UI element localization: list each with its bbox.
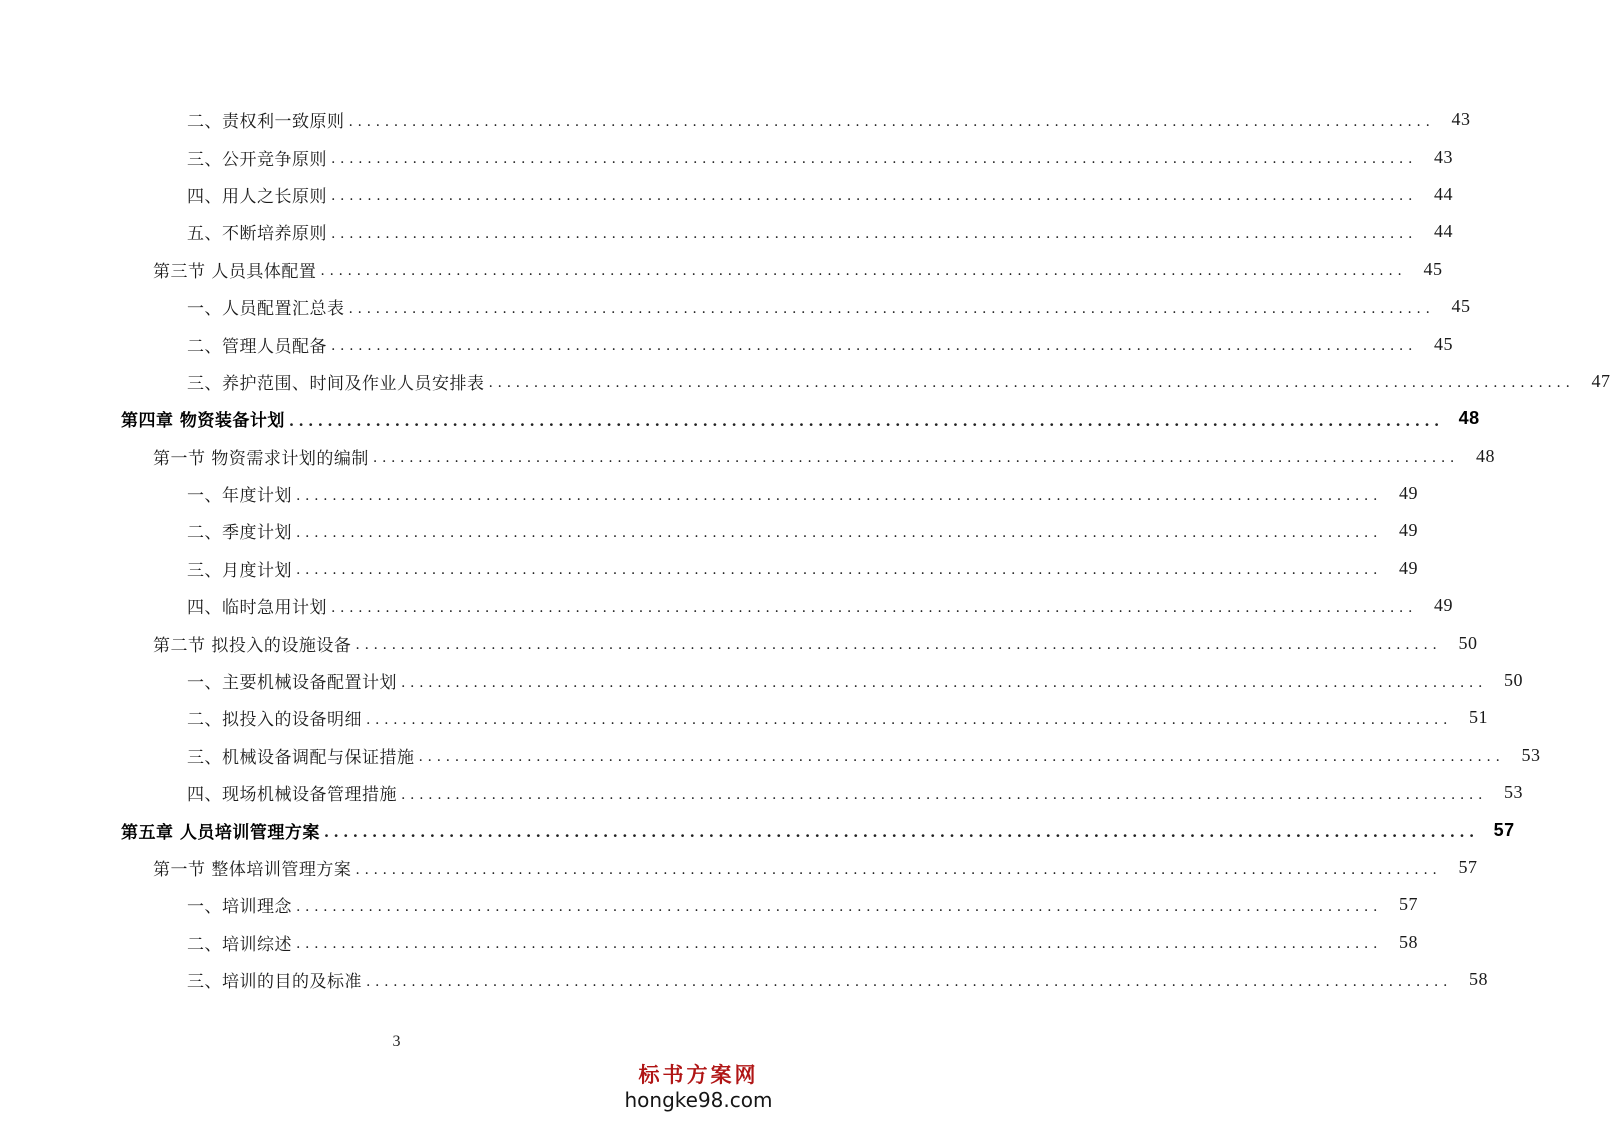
toc-dot-leader: ........................................................................................................................	[288, 411, 1444, 430]
toc-entry-page: 57	[1493, 819, 1515, 840]
toc-entry-page: 57	[1458, 857, 1478, 877]
toc-entry-label: 一、人员配置汇总表	[187, 299, 345, 320]
toc-entry-label: 三、培训的目的及标准	[187, 972, 362, 993]
toc-entry-label: 三、月度计划	[187, 560, 292, 581]
toc-entry-page: 50	[1504, 670, 1524, 691]
toc-entry-label: 第一节 物资需求计划的编制	[153, 448, 369, 469]
toc-dot-leader: ........................................................................................................................	[418, 749, 1505, 766]
toc-subsection-entry	[0, 325, 1454, 362]
site-watermark	[616, 1062, 781, 1112]
toc-dot-leader: ........................................................................................................................	[296, 524, 1383, 541]
toc-subsection-entry	[0, 737, 1541, 774]
toc-entry-label: 第三节 人员具体配置	[153, 261, 317, 282]
toc-entry-page: 57	[1399, 894, 1419, 915]
page-number: 3	[392, 1033, 401, 1050]
toc-subsection-entry	[0, 176, 1454, 213]
toc-dot-leader: ........................................................................................................................	[355, 637, 1442, 654]
watermark-url: hongke98.com	[624, 1088, 773, 1112]
toc-dot-leader: ........................................................................................................................	[401, 786, 1488, 803]
toc-entry-label: 四、临时急用计划	[187, 598, 327, 619]
toc-entry-page: 48	[1458, 408, 1480, 429]
toc-dot-leader: ........................................................................................................................	[348, 300, 1435, 317]
toc-entry-label: 二、责权利一致原则	[187, 112, 345, 133]
toc-entry-page: 45	[1423, 258, 1443, 279]
watermark-title: 标书方案网	[638, 1062, 759, 1087]
toc-section-entry	[0, 438, 1495, 475]
toc-dot-leader: ........................................................................................................................	[401, 674, 1488, 691]
toc-entry-page: 44	[1434, 221, 1454, 242]
toc-entry-label: 五、不断培养原则	[187, 224, 327, 245]
toc-dot-leader: ........................................................................................................................	[331, 338, 1418, 355]
toc-entry-label: 第二节 拟投入的设施设备	[153, 635, 352, 656]
toc-entry-page: 43	[1434, 146, 1454, 167]
toc-entry-page: 50	[1458, 632, 1478, 653]
toc-entry-label: 第五章 人员培训管理方案	[121, 822, 320, 843]
toc-subsection-entry	[0, 924, 1419, 961]
toc-dot-leader: ........................................................................................................................	[320, 263, 1407, 280]
toc-entry-label: 二、管理人员配备	[187, 336, 327, 357]
toc-entry-label: 三、养护范围、时间及作业人员安排表	[187, 373, 485, 394]
toc-entry-page: 45	[1434, 333, 1454, 354]
toc-subsection-entry	[0, 774, 1524, 811]
toc-dot-leader: ........................................................................................................................	[331, 599, 1418, 616]
toc-entry-label: 二、季度计划	[187, 523, 292, 544]
toc-subsection-entry	[0, 475, 1419, 512]
toc-subsection-entry	[0, 288, 1471, 325]
toc-section-entry	[0, 849, 1478, 886]
toc-entry-label: 一、培训理念	[187, 897, 292, 918]
toc-dot-leader: ........................................................................................................................	[348, 113, 1435, 130]
toc-subsection-entry	[0, 662, 1524, 699]
toc-dot-leader: ........................................................................................................................	[488, 375, 1575, 392]
toc-entry-page: 44	[1434, 183, 1454, 204]
toc-subsection-entry	[0, 886, 1419, 923]
toc-section-entry	[0, 624, 1478, 661]
toc-dot-leader: ........................................................................................................................	[355, 861, 1442, 878]
toc-dot-leader: ........................................................................................................................	[296, 487, 1383, 504]
toc-subsection-entry	[0, 699, 1489, 736]
toc-entry-page: 47	[1591, 370, 1611, 391]
toc-entry-page: 51	[1469, 707, 1489, 728]
toc-entry-label: 三、公开竞争原则	[187, 149, 327, 170]
toc-entry-label: 第一节 整体培训管理方案	[153, 860, 352, 880]
toc-dot-leader: ........................................................................................................................	[372, 450, 1459, 467]
toc-subsection-entry	[0, 363, 1611, 400]
toc-dot-leader: ........................................................................................................................	[366, 973, 1453, 990]
toc-dot-leader: ........................................................................................................................	[323, 823, 1479, 842]
toc-entry-page: 53	[1504, 782, 1524, 803]
toc-entry-page: 45	[1451, 296, 1471, 317]
toc-dot-leader: ........................................................................................................................	[296, 936, 1383, 953]
toc-dot-leader: ........................................................................................................................	[331, 225, 1418, 242]
toc-entry-label: 四、用人之长原则	[187, 186, 327, 207]
toc-dot-leader: ........................................................................................................................	[366, 711, 1453, 728]
toc-dot-leader: ........................................................................................................................	[296, 898, 1383, 915]
toc-entry-label: 一、年度计划	[187, 486, 292, 507]
toc-subsection-entry	[0, 550, 1419, 587]
toc-entry-label: 二、拟投入的设备明细	[187, 710, 362, 731]
toc-dot-leader: ........................................................................................................................	[296, 562, 1383, 579]
toc-entry-page: 49	[1399, 557, 1419, 578]
toc-entry-page: 49	[1399, 483, 1419, 504]
toc-entry-label: 一、主要机械设备配置计划	[187, 673, 397, 694]
toc-entry-page: 58	[1399, 931, 1419, 952]
toc-chapter-entry	[0, 811, 1515, 848]
toc-section-entry	[0, 251, 1443, 288]
toc-entry-page: 53	[1521, 744, 1541, 765]
toc-subsection-entry	[0, 138, 1454, 175]
toc-entry-page: 49	[1434, 595, 1454, 616]
toc-entry-label: 二、培训综述	[187, 934, 292, 955]
toc-subsection-entry	[0, 101, 1471, 138]
toc-entry-page: 48	[1475, 445, 1495, 466]
toc-entry-page: 58	[1469, 969, 1489, 990]
toc-entry-label: 四、现场机械设备管理措施	[187, 785, 397, 806]
toc-entry-page: 49	[1399, 520, 1419, 541]
toc-chapter-entry	[0, 400, 1480, 437]
toc-entry-label: 三、机械设备调配与保证措施	[187, 747, 415, 768]
toc-dot-leader: ........................................................................................................................	[331, 151, 1418, 168]
toc-subsection-entry	[0, 213, 1454, 250]
toc-subsection-entry	[0, 961, 1489, 998]
toc-entry-page: 43	[1451, 109, 1471, 130]
toc-subsection-entry	[0, 587, 1454, 624]
toc-dot-leader: ........................................................................................................................	[331, 188, 1418, 205]
toc-subsection-entry	[0, 512, 1419, 549]
table-of-contents	[0, 101, 1611, 998]
toc-entry-label: 第四章 物资装备计划	[121, 411, 285, 432]
